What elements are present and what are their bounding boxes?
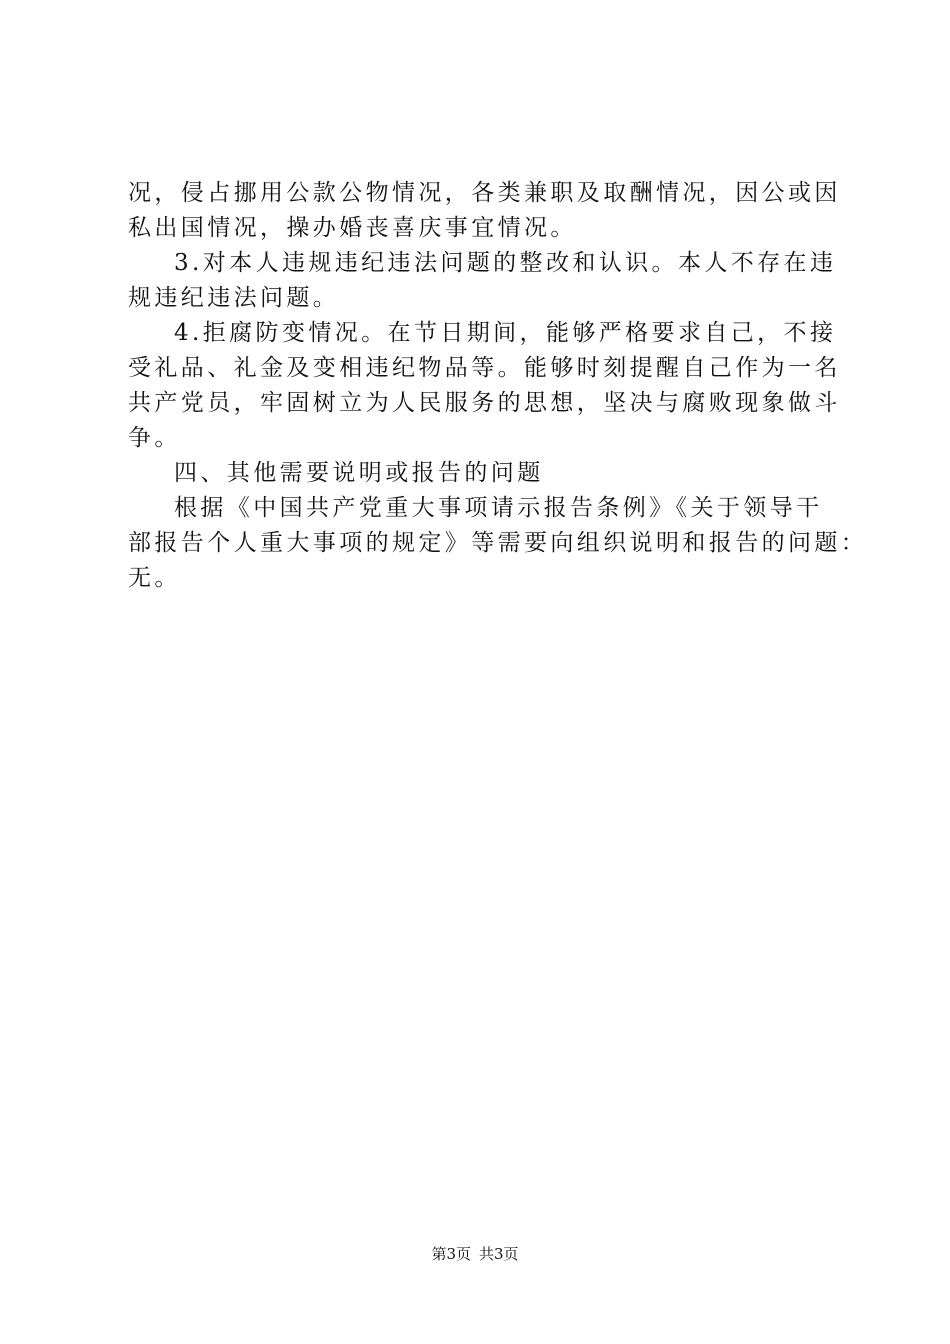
- paragraph-line: 部报告个人重大事项的规定》等需要向组织说明和报告的问题：: [128, 530, 868, 556]
- paragraph-line: 根据《中国共产党重大事项请示报告条例》《关于领导干: [174, 495, 823, 521]
- paragraph-item-4-line: 4.拒腐防变情况。在节日期间，能够严格要求自己，不接: [174, 320, 837, 346]
- section-heading: 四、其他需要说明或报告的问题: [174, 460, 544, 486]
- document-body: [128, 176, 868, 596]
- paragraph-line: 况，侵占挪用公款公物情况，各类兼职及取酬情况，因公或因: [128, 180, 841, 206]
- paragraph-line: 争。: [128, 425, 181, 451]
- paragraph-line: 共产党员，牢固树立为人民服务的思想，坚决与腐败现象做斗: [128, 390, 841, 416]
- paragraph-item-3-line: 3.对本人违规违纪违法问题的整改和认识。本人不存在违: [174, 250, 837, 276]
- page-number: 第3页: [431, 1245, 471, 1263]
- page-footer: [0, 1242, 950, 1266]
- paragraph-line: 规违纪违法问题。: [128, 285, 340, 311]
- paragraph-line: 受礼品、礼金及变相违纪物品等。能够时刻提醒自己作为一名: [128, 355, 841, 381]
- paragraph-line: 私出国情况，操办婚丧喜庆事宜情况。: [128, 215, 577, 241]
- page-total: 共3页: [479, 1245, 519, 1263]
- paragraph-line: 无。: [128, 565, 181, 591]
